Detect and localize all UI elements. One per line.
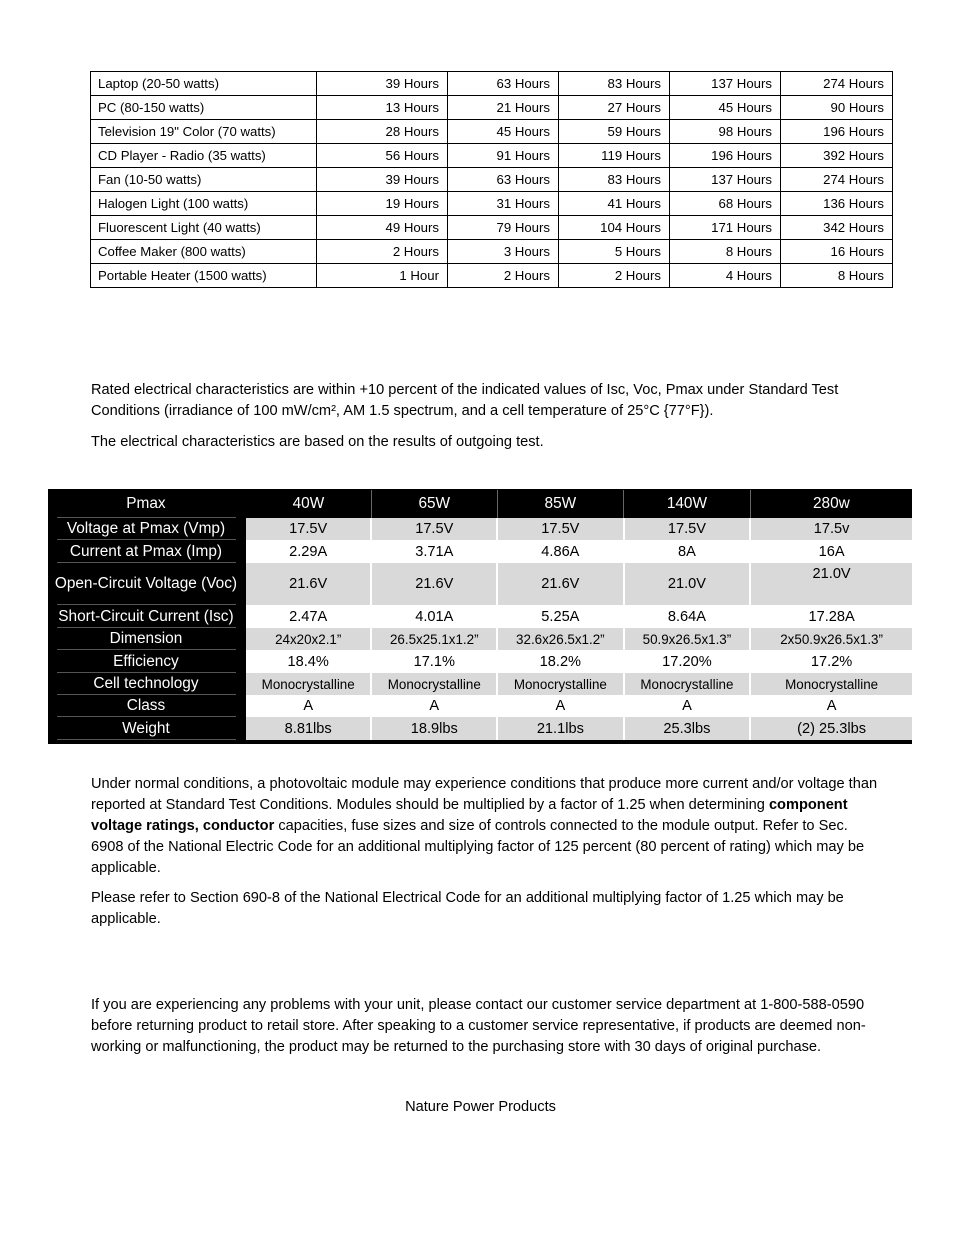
device-name: Fan (10-50 watts) xyxy=(91,168,317,192)
runtime-value: 79 Hours xyxy=(448,216,559,240)
spec-row xyxy=(48,628,912,650)
spec-cell: 2.47A xyxy=(245,605,372,628)
runtime-value: 56 Hours xyxy=(317,144,448,168)
spec-cell: 21.6V xyxy=(371,563,497,605)
spec-row-label: Cell technology xyxy=(48,673,245,695)
runtime-value: 137 Hours xyxy=(670,72,781,96)
spec-row-label: Class xyxy=(48,695,245,717)
table-row xyxy=(91,192,893,216)
spec-cell: (2) 25.3lbs xyxy=(750,717,912,740)
spec-header-cell: 65W xyxy=(371,490,497,518)
spec-row-label: Current at Pmax (Imp) xyxy=(48,540,245,563)
spec-cell: 17.2% xyxy=(750,650,912,673)
table-row xyxy=(91,120,893,144)
spec-cell: 17.5v xyxy=(750,518,912,540)
runtime-value: 196 Hours xyxy=(670,144,781,168)
conditions-text-start: Under normal conditions, a photovoltaic module may experience conditions that produce more current and/or voltage than reported at Standard Test Conditions. Modules should be multiplied by a factor of 1.25 when determining xyxy=(91,776,878,813)
spec-cell: Monocrystalline xyxy=(245,673,372,695)
spec-cell: 17.5V xyxy=(371,518,497,540)
table-row xyxy=(91,240,893,264)
spec-cell: 21.0V xyxy=(624,563,751,605)
runtime-value: 1 Hour xyxy=(317,264,448,288)
spec-cell: Monocrystalline xyxy=(497,673,624,695)
spec-cell: Monocrystalline xyxy=(624,673,751,695)
spec-row xyxy=(48,540,912,563)
spec-row-label: Efficiency xyxy=(48,650,245,673)
runtime-value: 59 Hours xyxy=(559,120,670,144)
spec-row xyxy=(48,605,912,628)
spec-cell: 17.28A xyxy=(750,605,912,628)
device-name: Television 19" Color (70 watts) xyxy=(91,120,317,144)
runtime-value: 171 Hours xyxy=(670,216,781,240)
table-row xyxy=(91,216,893,240)
runtime-value: 13 Hours xyxy=(317,96,448,120)
spec-cell: 21.6V xyxy=(497,563,624,605)
device-name: PC (80-150 watts) xyxy=(91,96,317,120)
runtime-value: 49 Hours xyxy=(317,216,448,240)
table-row xyxy=(91,168,893,192)
spec-cell: A xyxy=(497,695,624,717)
spec-cell: A xyxy=(750,695,912,717)
runtime-value: 83 Hours xyxy=(559,72,670,96)
rating-paragraph: Rated electrical characteristics are within +10 percent of the indicated values of Isc, Voc, Pmax under Standard Test Conditions (irradiance of 100 mW/cm², AM 1.5 spectrum, and a cell temperature of 25°C {77°F}). xyxy=(91,382,839,419)
spec-header-row xyxy=(48,490,912,518)
spec-cell: 21.1lbs xyxy=(497,717,624,740)
spec-row xyxy=(48,650,912,673)
spec-cell: 8A xyxy=(624,540,751,563)
test-basis-paragraph: The electrical characteristics are based on the results of outgoing test. xyxy=(91,434,544,450)
spec-cell: 17.5V xyxy=(624,518,751,540)
runtime-value: 91 Hours xyxy=(448,144,559,168)
runtime-value: 90 Hours xyxy=(781,96,893,120)
spec-cell: 17.5V xyxy=(497,518,624,540)
device-name: Laptop (20-50 watts) xyxy=(91,72,317,96)
spec-table xyxy=(48,489,912,744)
spec-cell: 17.20% xyxy=(624,650,751,673)
table-row xyxy=(91,72,893,96)
runtime-value: 274 Hours xyxy=(781,72,893,96)
runtime-value: 274 Hours xyxy=(781,168,893,192)
spec-cell: Monocrystalline xyxy=(750,673,912,695)
table-row xyxy=(91,264,893,288)
runtime-value: 27 Hours xyxy=(559,96,670,120)
runtime-value: 2 Hours xyxy=(559,264,670,288)
spec-header-label: Pmax xyxy=(48,490,245,518)
spec-cell: 32.6x26.5x1.2” xyxy=(497,628,624,650)
device-name: CD Player - Radio (35 watts) xyxy=(91,144,317,168)
runtime-value: 342 Hours xyxy=(781,216,893,240)
device-name: Coffee Maker (800 watts) xyxy=(91,240,317,264)
runtime-value: 4 Hours xyxy=(670,264,781,288)
runtime-value: 68 Hours xyxy=(670,192,781,216)
spec-row-label: Open-Circuit Voltage (Voc) xyxy=(48,563,245,605)
spec-cell: 4.01A xyxy=(371,605,497,628)
spec-row xyxy=(48,518,912,540)
device-name: Fluorescent Light (40 watts) xyxy=(91,216,317,240)
table-row xyxy=(91,96,893,120)
runtime-value: 39 Hours xyxy=(317,72,448,96)
spec-cell: 18.4% xyxy=(245,650,372,673)
spec-row-label: Short-Circuit Current (Isc) xyxy=(48,605,245,628)
runtime-value: 41 Hours xyxy=(559,192,670,216)
conditions-bold-text: component voltage ratings, conductor xyxy=(91,797,848,834)
spec-header-cell: 140W xyxy=(624,490,751,518)
spec-table-bottom-border xyxy=(48,740,912,744)
spec-cell: 24x20x2.1” xyxy=(245,628,372,650)
runtime-value: 8 Hours xyxy=(781,264,893,288)
spec-row xyxy=(48,563,912,605)
runtime-value: 5 Hours xyxy=(559,240,670,264)
table-row xyxy=(91,144,893,168)
spec-grid xyxy=(48,490,912,740)
spec-cell: 3.71A xyxy=(371,540,497,563)
runtime-value: 31 Hours xyxy=(448,192,559,216)
runtime-value: 3 Hours xyxy=(448,240,559,264)
spec-cell: 21.0V xyxy=(750,563,912,605)
spec-cell: 18.9lbs xyxy=(371,717,497,740)
runtime-value: 28 Hours xyxy=(317,120,448,144)
runtime-value: 104 Hours xyxy=(559,216,670,240)
runtime-value: 8 Hours xyxy=(670,240,781,264)
spec-cell: 5.25A xyxy=(497,605,624,628)
spec-cell: 18.2% xyxy=(497,650,624,673)
spec-cell: 50.9x26.5x1.3” xyxy=(624,628,751,650)
spec-cell: 2x50.9x26.5x1.3” xyxy=(750,628,912,650)
runtime-table xyxy=(90,71,893,288)
runtime-value: 196 Hours xyxy=(781,120,893,144)
runtime-value: 21 Hours xyxy=(448,96,559,120)
device-name: Halogen Light (100 watts) xyxy=(91,192,317,216)
runtime-value: 39 Hours xyxy=(317,168,448,192)
spec-cell: 4.86A xyxy=(497,540,624,563)
runtime-value: 137 Hours xyxy=(670,168,781,192)
spec-cell: 8.81lbs xyxy=(245,717,372,740)
runtime-value: 16 Hours xyxy=(781,240,893,264)
runtime-value: 136 Hours xyxy=(781,192,893,216)
conditions-paragraph xyxy=(91,774,881,879)
spec-cell: A xyxy=(371,695,497,717)
spec-cell: A xyxy=(245,695,372,717)
spec-row-label: Voltage at Pmax (Vmp) xyxy=(48,518,245,540)
spec-row xyxy=(48,717,912,740)
spec-row-label: Dimension xyxy=(48,628,245,650)
nec-paragraph: Please refer to Section 690-8 of the National Electrical Code for an additional multiplying factor of 1.25 which may be applicable. xyxy=(91,890,844,927)
spec-cell: 21.6V xyxy=(245,563,372,605)
runtime-value: 2 Hours xyxy=(317,240,448,264)
runtime-value: 2 Hours xyxy=(448,264,559,288)
spec-cell: 25.3lbs xyxy=(624,717,751,740)
runtime-value: 392 Hours xyxy=(781,144,893,168)
company-name: Nature Power Products xyxy=(405,1099,556,1115)
spec-cell: A xyxy=(624,695,751,717)
spec-cell: 16A xyxy=(750,540,912,563)
runtime-value: 63 Hours xyxy=(448,168,559,192)
spec-row xyxy=(48,695,912,717)
spec-row-label: Weight xyxy=(48,717,245,740)
spec-cell: 17.1% xyxy=(371,650,497,673)
spec-cell: Monocrystalline xyxy=(371,673,497,695)
spec-cell: 17.5V xyxy=(245,518,372,540)
service-paragraph: If you are experiencing any problems with your unit, please contact our customer service department at 1-800-588-0590 before returning product to retail store. After speaking to a customer service representative, if products are deemed non-working or malfunctioning, the product may be returned to the purchasing store with 30 days of original purchase. xyxy=(91,997,866,1055)
conditions-text-end: capacities, fuse sizes and size of controls connected to the module output. Refer to Sec. 6908 of the National Electric Code for an additional multiplying factor of 125 percent (80 percent of rating) which may be applicable. xyxy=(91,818,865,876)
spec-cell: 2.29A xyxy=(245,540,372,563)
device-name: Portable Heater (1500 watts) xyxy=(91,264,317,288)
spec-header-cell: 40W xyxy=(245,490,372,518)
runtime-value: 119 Hours xyxy=(559,144,670,168)
spec-row xyxy=(48,673,912,695)
runtime-value: 98 Hours xyxy=(670,120,781,144)
runtime-value: 19 Hours xyxy=(317,192,448,216)
spec-header-cell: 280w xyxy=(750,490,912,518)
runtime-value: 45 Hours xyxy=(448,120,559,144)
spec-cell: 8.64A xyxy=(624,605,751,628)
runtime-value: 45 Hours xyxy=(670,96,781,120)
runtime-value: 83 Hours xyxy=(559,168,670,192)
spec-cell: 26.5x25.1x1.2” xyxy=(371,628,497,650)
runtime-value: 63 Hours xyxy=(448,72,559,96)
spec-header-cell: 85W xyxy=(497,490,624,518)
